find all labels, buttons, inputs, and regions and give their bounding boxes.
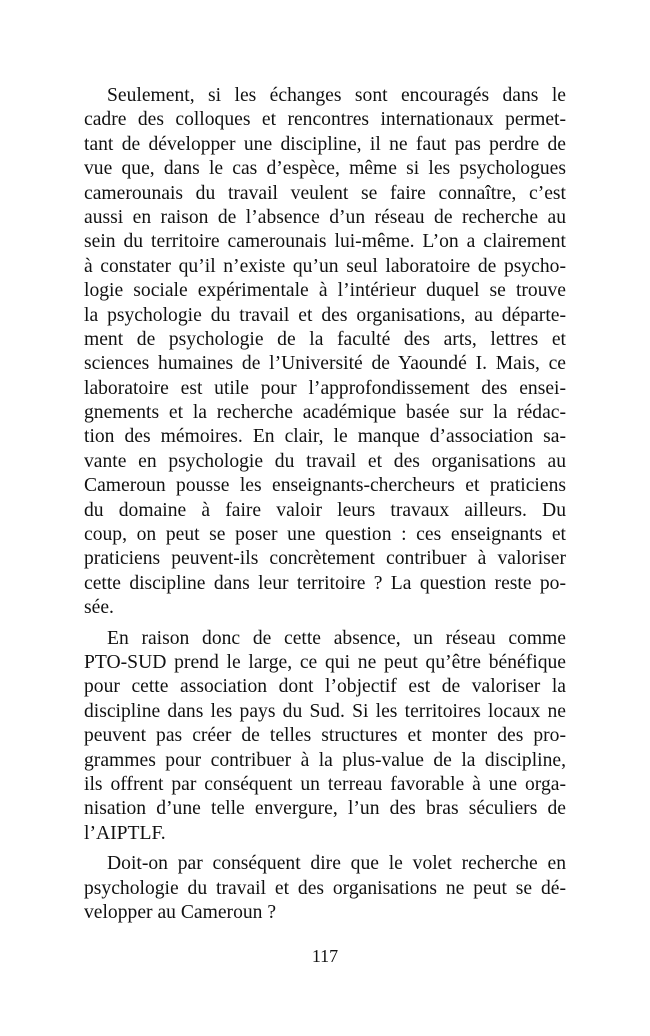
text-line: camerounais du travail veulent se faire connaître, c’est xyxy=(84,182,566,204)
paragraph-3 xyxy=(84,852,566,925)
text-line: vante en psychologie du travail et des organisations au xyxy=(84,450,566,472)
text-line: à constater qu’il n’existe qu’un seul laboratoire de psycho- xyxy=(84,255,566,277)
text-line: psychologie du travail et des organisations ne peut se dé- xyxy=(84,877,566,899)
text-line: cette discipline dans leur territoire ? La question reste po- xyxy=(84,572,566,594)
text-line: peuvent pas créer de telles structures et monter des pro- xyxy=(84,725,566,747)
text-line: PTO-SUD prend le large, ce qui ne peut qu’être bénéfique xyxy=(84,651,566,673)
text-line: pour cette association dont l’objectif est de valoriser la xyxy=(84,676,566,698)
text-line: grammes pour contribuer à la plus-value de la discipline, xyxy=(84,749,566,771)
paragraph-2 xyxy=(84,627,566,847)
text-line: coup, on peut se poser une question : ces enseignants et xyxy=(84,524,566,546)
text-line: laboratoire est utile pour l’approfondissement des ensei- xyxy=(84,377,566,399)
text-line: tion des mémoires. En clair, le manque d’association sa- xyxy=(84,426,566,448)
text-line: aussi en raison de l’absence d’un réseau de recherche au xyxy=(84,206,566,228)
text-line: ment de psychologie de la faculté des arts, lettres et xyxy=(84,328,566,350)
text-line: Seulement, si les échanges sont encouragés dans le xyxy=(107,85,566,106)
text-line: la psychologie du travail et des organisations, au départe- xyxy=(84,304,566,326)
text-line: vue que, dans le cas d’espèce, même si les psychologues xyxy=(84,158,566,180)
text-line: gnements et la recherche académique basée sur la rédac- xyxy=(84,402,566,424)
text-line: sée. xyxy=(84,597,114,619)
text-line: cadre des colloques et rencontres internationaux permet- xyxy=(84,109,566,131)
text-line: l’AIPTLF. xyxy=(84,822,166,844)
text-line: praticiens peuvent-ils concrètement contribuer à valoriser xyxy=(84,548,566,570)
text-line: discipline dans les pays du Sud. Si les territoires locaux ne xyxy=(84,700,566,722)
text-line: sciences humaines de l’Université de Yaoundé I. Mais, ce xyxy=(84,353,566,375)
text-line: nisation d’une telle envergure, l’un des bras séculiers de xyxy=(84,798,566,820)
text-line: En raison donc de cette absence, un réseau comme xyxy=(107,627,566,649)
page-body xyxy=(84,84,566,931)
text-line: Cameroun pousse les enseignants-chercheurs et praticiens xyxy=(84,475,566,497)
text-line: ils offrent par conséquent un terreau favorable à une orga- xyxy=(84,773,566,795)
paragraph-1 xyxy=(84,84,566,621)
text-line: logie sociale expérimentale à l’intérieur duquel se trouve xyxy=(84,280,566,302)
text-line: velopper au Cameroun ? xyxy=(84,901,277,923)
text-line: sein du territoire camerounais lui-même. L’on a clairement xyxy=(84,231,566,253)
text-line: du domaine à faire valoir leurs travaux ailleurs. Du xyxy=(84,499,566,521)
page-number: 117 xyxy=(311,946,339,966)
text-line: tant de développer une discipline, il ne faut pas perdre de xyxy=(84,133,566,155)
text-line: Doit-on par conséquent dire que le volet recherche en xyxy=(107,853,566,875)
